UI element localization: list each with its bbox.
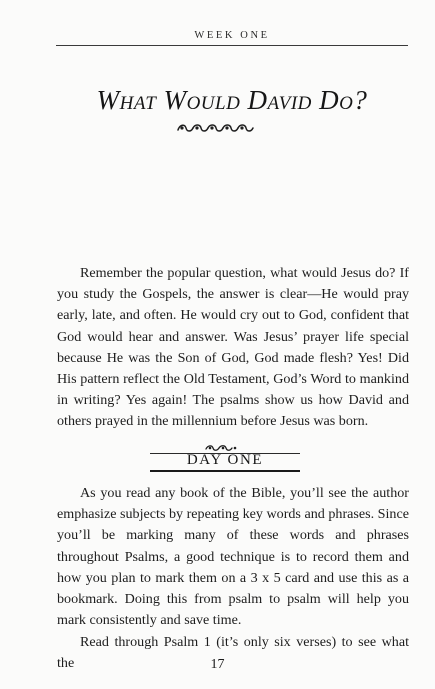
page-number: 17 (210, 657, 225, 672)
day-heading-label: DAY ONE (186, 452, 264, 468)
day-one-paragraph: As you read any book of the Bible, you’ll see the author emphasize subjects by repeating key words and phrases. Since you’ll be marking many of these words and phrases throughout Psalms, a good technique is to record them and how you plan to mark them on a 3 x 5 card and use this as a bookmark. Doing this from psalm to psalm will help you mark consistently and save time. (57, 485, 409, 629)
running-head-rule (56, 45, 408, 46)
flourish-ornament-icon (174, 121, 264, 135)
day-heading-bottom-rule (150, 470, 300, 472)
chapter-title: What Would David Do? (96, 85, 368, 115)
day-heading (150, 451, 300, 473)
running-head: WEEK ONE (194, 30, 270, 41)
day-one-continuation: Read through Psalm 1 (it’s only six verses) to see what the (57, 634, 409, 672)
intro-paragraph: Remember the popular question, what would Jesus do? If you study the Gospels, the answer is clear—He would pray early, late, and often. He would cry out to God, confident that God would hear and answer. Was Jesus’ prayer life special because He was the Son of God, God made flesh? Yes! Did His pattern reflect the Old Testament, God’s Word to mankind in writing? Yes again! The psalms show us how David and others prayed in the millennium before Jesus was born. (57, 265, 409, 430)
